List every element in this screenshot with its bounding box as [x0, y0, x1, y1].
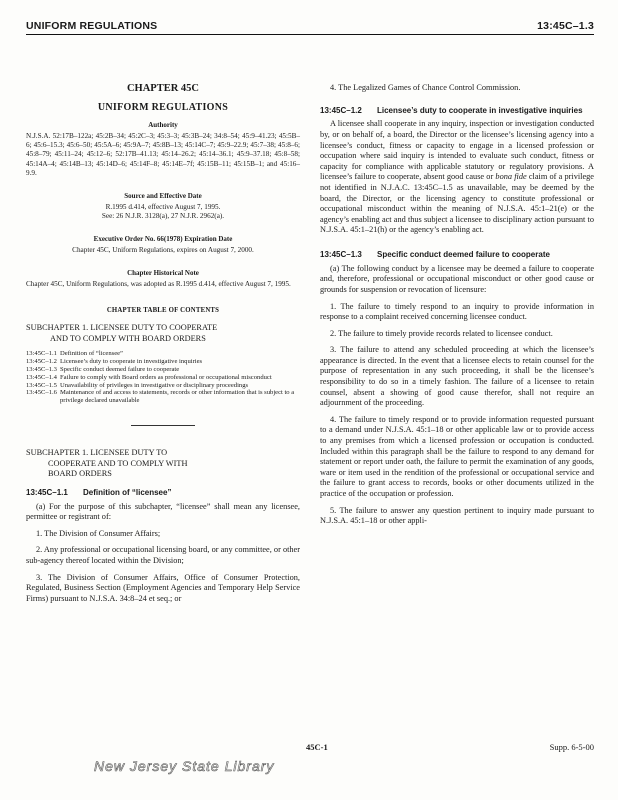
section-number: 13:45C–1.3	[320, 249, 362, 259]
toc-entry[interactable]	[26, 389, 300, 405]
chapter-title: UNIFORM REGULATIONS	[97, 102, 229, 113]
section-1-2-heading	[320, 106, 594, 116]
section-title: Specific conduct deemed failure to cooperate	[377, 249, 550, 259]
toc-entry-title: Unavailability of privileges in investigative or disciplinary proceedings	[60, 381, 249, 389]
section-1-2-text-part: A licensee shall cooperate in any inquiry, inspection or investigation conducted by, or on behalf of, a board, the Director or the licensee’s licensing agency into a licensee’s conduct, fitness or capacity to engage in a licensed profession or occupation where said inquiry is intended to evaluate such conduct, fitness or capacity for compliance with applicable statutory or regulatory provisions. A licensee’s failure to cooperate, absent good cause or	[320, 119, 594, 182]
toc-entry[interactable]	[26, 382, 300, 390]
toc-entry-number: 13:45C–1.2	[26, 358, 57, 366]
source-heading: Source and Effective Date	[124, 192, 202, 201]
authority-heading: Authority	[148, 121, 178, 129]
toc-entry-number: 13:45C–1.3	[26, 366, 57, 373]
section-1-1-item: 3. The Division of Consumer Affairs, Office of Consumer Protection, Regulated, Business Section (Employment Agencies and Temporary Help Service Firms) pursuant to N.J.S.A. 34:8–24 et seq.; or	[26, 572, 300, 603]
section-1-3-item: 3. The failure to attend any scheduled proceeding at which the licensee’s appearance is directed. In the event that a licensee elects to retain counsel for the purpose of representation in any such proceeding, it shall be the licensee’s responsibility to do so in a timely fashion. The failure of a licensee to retain counsel, absent a showing of good cause therefor, shall not require an adjournment of the proceeding.	[320, 345, 594, 408]
subchapter-line-1: SUBCHAPTER 1. LICENSEE DUTY TO	[26, 447, 168, 457]
toc-entry-number: 13:45C–1.1	[26, 350, 57, 358]
source-line-1: R.1995 d.414, effective August 7, 1995.	[105, 203, 221, 212]
toc-heading: CHAPTER TABLE OF CONTENTS	[106, 307, 220, 315]
toc-subchapter-line-2: AND TO COMPLY WITH BOARD ORDERS	[50, 333, 206, 343]
section-1-1-item: 2. Any professional or occupational licensing board, or any committee, or other sub-agency thereof located within the Division;	[26, 545, 300, 565]
toc-entry[interactable]	[26, 350, 300, 358]
toc-entry-title: Definition of “licensee”	[60, 350, 123, 358]
library-watermark: New Jersey State Library	[94, 758, 275, 774]
section-number: 13:45C–1.2	[320, 105, 362, 115]
document-page	[26, 20, 594, 604]
section-1-3-item: 2. The failure to timely provide records related to licensee conduct.	[330, 328, 553, 338]
section-1-3-item: 5. The failure to answer any question pertinent to inquiry made pursuant to N.J.S.A. 45:1–18 or other appli-	[320, 505, 594, 526]
toc-entry-number: 13:45C–1.5	[26, 381, 57, 389]
toc-entry-title: Maintenance of and access to statements, records or other information that is subject to a privilege declared unavailable	[60, 389, 295, 405]
left-column	[26, 63, 300, 604]
subchapter-line-3: BOARD ORDERS	[48, 469, 112, 479]
toc-entry-title: Licensee’s duty to cooperate in investigative inquiries	[60, 358, 203, 366]
section-divider	[131, 425, 195, 426]
page-footer	[26, 742, 594, 752]
section-1-1-intro: (a) For the purpose of this subchapter, “licensee” shall mean any licensee, permittee or registrant of:	[26, 501, 300, 522]
header-section-number: 13:45C–1.3	[537, 20, 594, 32]
section-1-3-item: 4. The failure to timely respond or to provide information requested pursuant to a demand under N.J.S.A. 45:1–18 or other applicable law or to provide access to any premises from which a licensed profession or occupation is conducted. Included within this paragraph shall be the failure to respond to any demand for statement or report under oath, the failure to permit the examination of any goods, ware or item used in the rendition of the professional or occupational service and the failure to grant access to records, books or other documents utilized in the practice of the occupation or profession.	[320, 414, 594, 498]
header-title: UNIFORM REGULATIONS	[26, 20, 158, 32]
page-number: 45C-1	[306, 742, 328, 752]
section-1-2-text-part: claim of a privilege not identified in N.J.A.C. 13:45C–1.5 as unavailable, may be deemed by the board, the Director, or the licensing agency to constitute professional or occupational misconduct within the meaning of N.J.S.A. 45:1–21(e) or the agency’s enabling act and thus subject a licensee to disciplinary action pursuant to N.J.S.A. 45:1–21(h) or the agency’s enabling act.	[320, 172, 594, 235]
toc-entry-title: Specific conduct deemed failure to cooperate	[60, 366, 180, 373]
section-1-2-text-italic: bona fide	[495, 172, 527, 182]
running-header	[26, 20, 594, 35]
executive-order-heading: Executive Order No. 66(1978) Expiration Date	[93, 235, 233, 244]
subchapter-heading	[26, 448, 300, 480]
executive-order-text: Chapter 45C, Uniform Regulations, expires on August 7, 2000.	[72, 246, 254, 255]
toc-entry-title: Failure to comply with Board orders as professional or occupational misconduct	[60, 373, 272, 381]
section-1-1-heading	[26, 488, 300, 498]
source-line-2: See: 26 N.J.R. 3128(a), 27 N.J.R. 2962(a).	[101, 212, 225, 221]
section-1-1-item: 1. The Division of Consumer Affairs;	[36, 528, 161, 538]
section-1-3-intro: (a) The following conduct by a licensee may be deemed a failure to cooperate and, therefore, professional or occupational misconduct or other good cause or grounds for suspension or revocation of licensure:	[320, 263, 594, 294]
section-title: Licensee’s duty to cooperate in investigative inquiries	[377, 105, 583, 115]
section-1-3-heading	[320, 250, 594, 260]
toc-entry[interactable]	[26, 358, 300, 366]
section-1-1-item: 4. The Legalized Games of Chance Control Commission.	[330, 83, 521, 92]
right-column	[320, 63, 594, 604]
authority-text: N.J.S.A. 52:17B–122a; 45:2B–34; 45:2C–3; 45:3–3; 45:3B–24; 34:8–54; 45:9–41.23; 45:5B–6; 45:6–15.3; 45:6–50; 45:5A–6; 45:9A–7; 45:8B–13; 45:14C–7; 45:9–22.9; 45:7–38; 45:8–6; 45:8–79; 45:11–24; 45:12–6; 52:17B–41.13; 45:14–26.2; 45:14–36.1; 45:9–37.18; 45:8–58; 45:14A–4; 45:14B–13; 45:14D–6; 45:14F–8; 45:14E–7f; 45:15B–11; 45:15B–1; and 45:16–9.9.	[26, 132, 300, 177]
toc-subchapter-heading	[26, 323, 300, 344]
table-of-contents	[26, 350, 300, 405]
toc-entry-number: 13:45C–1.4	[26, 373, 57, 381]
section-1-2-text	[320, 119, 594, 236]
historical-note-text: Chapter 45C, Uniform Regulations, was adopted as R.1995 d.414, effective August 7, 1995.	[26, 280, 291, 289]
toc-subchapter-line-1: SUBCHAPTER 1. LICENSEE DUTY TO COOPERATE	[26, 323, 218, 333]
section-number: 13:45C–1.1	[26, 487, 68, 497]
supplement-date: Supp. 6-5-00	[549, 742, 594, 752]
section-title: Definition of “licensee”	[83, 487, 172, 497]
subchapter-line-2: COOPERATE AND TO COMPLY WITH	[48, 458, 188, 468]
toc-entry[interactable]	[26, 366, 300, 374]
section-1-3-item: 1. The failure to timely respond to an inquiry to provide information in response to a complaint received concerning licensee conduct.	[320, 301, 594, 322]
chapter-number: CHAPTER 45C	[126, 83, 200, 94]
historical-note-heading: Chapter Historical Note	[127, 269, 199, 278]
toc-entry-number: 13:45C–1.6	[26, 389, 57, 397]
toc-entry[interactable]	[26, 374, 300, 382]
